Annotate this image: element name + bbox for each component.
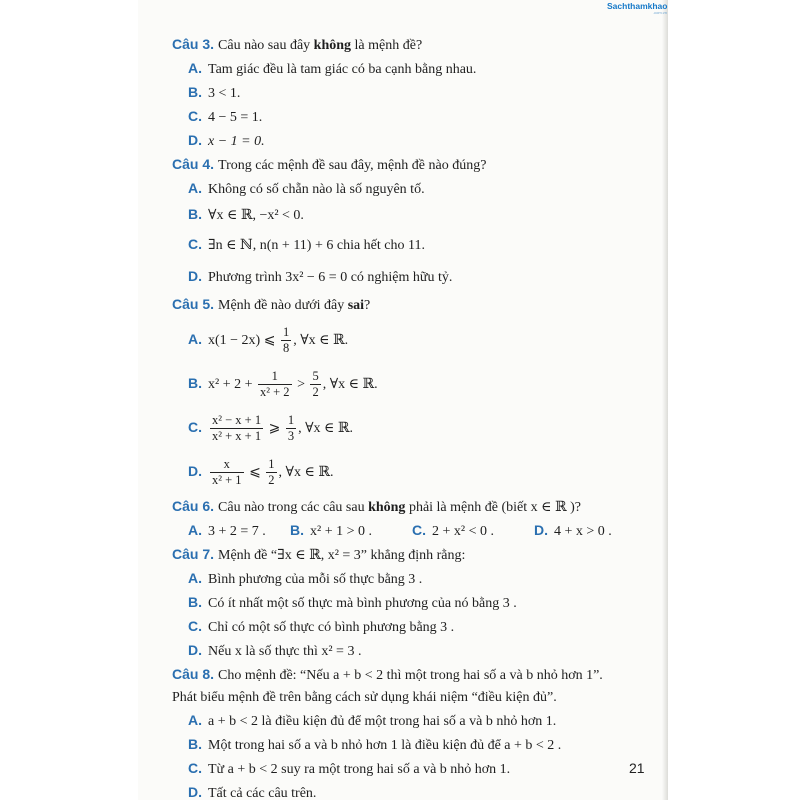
option-letter: C. bbox=[188, 236, 202, 252]
option-letter: C. bbox=[188, 760, 202, 776]
option-text: ∃n ∈ ℕ, n(n + 11) + 6 chia hết cho 11. bbox=[208, 238, 425, 253]
option-d bbox=[172, 639, 657, 663]
option-letter: B. bbox=[290, 522, 304, 538]
option-text: Nếu x là số thực thì x² = 3 . bbox=[208, 644, 362, 659]
option-letter: B. bbox=[188, 206, 202, 222]
option-letter: A. bbox=[188, 331, 202, 347]
option-text: 4 + x > 0 . bbox=[554, 524, 612, 539]
option-text: Có ít nhất một số thực mà bình phương của nó bằng 3 . bbox=[208, 596, 517, 611]
brand-name: Sachthamkhao bbox=[607, 1, 668, 11]
question-text: Trong các mệnh đề sau đây, mệnh đề nào đúng? bbox=[218, 158, 487, 173]
option-a bbox=[172, 57, 657, 81]
question-8-line-2: Phát biểu mệnh đề trên bằng cách sử dụng khái niệm “điều kiện đủ”. bbox=[172, 690, 557, 705]
question-8 bbox=[172, 663, 657, 687]
option-a bbox=[172, 321, 657, 359]
page-number: 21 bbox=[629, 760, 645, 776]
question-7 bbox=[172, 543, 657, 567]
fraction: $\frac{1}{3}$ bbox=[287, 413, 295, 444]
expr-text: , ∀x ∈ ℝ. bbox=[278, 465, 334, 480]
question-emphasis: không bbox=[313, 38, 352, 53]
option-letter: A. bbox=[188, 712, 202, 728]
question-text-tail: ? bbox=[364, 298, 371, 313]
option-text: Một trong hai số a và b nhỏ hơn 1 là điều kiện đủ để a + b < 2 . bbox=[208, 738, 562, 753]
option-a bbox=[172, 177, 657, 201]
option-text: x² + 1 > 0 . bbox=[310, 524, 372, 539]
brand-domain: .com.vn bbox=[652, 10, 667, 15]
question-4 bbox=[172, 153, 657, 177]
question-emphasis: không bbox=[368, 500, 406, 515]
option-letter: B. bbox=[188, 736, 202, 752]
question-text: Mệnh đề nào dưới đây bbox=[218, 298, 348, 313]
option-text: a + b < 2 là điều kiện đủ để một trong hai số a và b nhỏ hơn 1. bbox=[208, 714, 557, 729]
option-b bbox=[172, 733, 657, 757]
question-list bbox=[172, 33, 657, 805]
expr-text: ⩽ bbox=[245, 465, 265, 480]
option-c bbox=[412, 519, 534, 543]
option-a bbox=[172, 567, 657, 591]
option-c bbox=[172, 757, 657, 781]
question-text-tail: là mệnh đề? bbox=[351, 38, 423, 53]
option-a bbox=[172, 709, 657, 733]
fraction: $\frac{1}{2}$ bbox=[268, 457, 275, 488]
option-letter: B. bbox=[188, 84, 202, 100]
option-text: Không có số chẵn nào là số nguyên tố. bbox=[208, 182, 425, 197]
option-b bbox=[172, 365, 657, 403]
option-text: x − 1 = 0. bbox=[208, 134, 265, 149]
expr-text: , ∀x ∈ ℝ. bbox=[293, 333, 349, 348]
fraction: $\frac{1}{8}$ bbox=[282, 325, 290, 356]
question-label: Câu 8. bbox=[172, 666, 215, 682]
option-letter: A. bbox=[188, 180, 202, 196]
option-text: Tam giác đều là tam giác có ba cạnh bằng nhau. bbox=[208, 62, 477, 77]
option-letter: C. bbox=[412, 522, 426, 538]
fraction: $\frac{x}{\text{x² + 1}}$ bbox=[212, 457, 242, 488]
option-c bbox=[172, 229, 657, 261]
option-d bbox=[534, 519, 646, 543]
brand-logo bbox=[607, 2, 667, 15]
option-b bbox=[172, 201, 657, 229]
option-c bbox=[172, 615, 657, 639]
option-text: 3 < 1. bbox=[208, 86, 241, 101]
page-edge-shadow bbox=[662, 0, 668, 800]
option-d bbox=[172, 781, 657, 805]
option-letter: D. bbox=[188, 463, 202, 479]
option-letter: A. bbox=[188, 60, 202, 76]
option-letter: C. bbox=[188, 419, 202, 435]
expr-text: , ∀x ∈ ℝ. bbox=[322, 377, 378, 392]
option-d bbox=[172, 261, 657, 293]
option-letter: B. bbox=[188, 594, 202, 610]
expr-text: , ∀x ∈ ℝ. bbox=[298, 421, 354, 436]
option-text: 2 + x² < 0 . bbox=[432, 524, 494, 539]
option-text: 3 + 2 = 7 . bbox=[208, 524, 266, 539]
option-letter: A. bbox=[188, 570, 202, 586]
question-label: Câu 3. bbox=[172, 36, 215, 52]
question-text: Cho mệnh đề: “Nếu a + b < 2 thì một trong hai số a và b nhỏ hơn 1”. bbox=[218, 668, 603, 683]
option-letter: D. bbox=[188, 784, 202, 800]
option-letter: C. bbox=[188, 108, 202, 124]
question-label: Câu 7. bbox=[172, 546, 215, 562]
fraction: $\frac{\text{x² − x + 1}}{\text{x² + x + 1}}$ bbox=[212, 413, 262, 444]
option-letter: C. bbox=[188, 618, 202, 634]
option-text: 4 − 5 = 1. bbox=[208, 110, 263, 125]
option-text: Bình phương của mỗi số thực bằng 3 . bbox=[208, 572, 423, 587]
option-b bbox=[290, 519, 412, 543]
fraction: $\frac{5}{2}$ bbox=[312, 369, 319, 400]
option-letter: B. bbox=[188, 375, 202, 391]
question-text: Câu nào sau đây bbox=[218, 38, 314, 53]
question-3 bbox=[172, 33, 657, 57]
question-text: Câu nào trong các câu sau bbox=[218, 500, 369, 515]
question-5 bbox=[172, 293, 657, 317]
question-label: Câu 6. bbox=[172, 498, 215, 514]
option-letter: D. bbox=[188, 642, 202, 658]
option-d bbox=[172, 129, 657, 153]
option-text: ∀x ∈ ℝ, −x² < 0. bbox=[208, 208, 304, 223]
option-text: Chỉ có một số thực có bình phương bằng 3 . bbox=[208, 620, 455, 635]
option-letter: D. bbox=[188, 132, 202, 148]
question-text-tail: phải là mệnh đề (biết x ∈ ℝ )? bbox=[405, 500, 581, 515]
option-d bbox=[172, 453, 657, 491]
option-text: Từ a + b < 2 suy ra một trong hai số a và b nhỏ hơn 1. bbox=[208, 762, 511, 777]
option-letter: A. bbox=[188, 522, 202, 538]
question-text: Mệnh đề “∃x ∈ ℝ, x² = 3” khẳng định rằng: bbox=[218, 548, 466, 563]
option-row bbox=[172, 519, 657, 543]
option-b bbox=[172, 81, 657, 105]
expr-text: > bbox=[293, 377, 309, 392]
option-letter: D. bbox=[534, 522, 548, 538]
option-b bbox=[172, 591, 657, 615]
expr-text: x² + 2 + bbox=[208, 377, 256, 392]
option-a bbox=[188, 519, 290, 543]
option-letter: D. bbox=[188, 268, 202, 284]
question-label: Câu 4. bbox=[172, 156, 215, 172]
option-c bbox=[172, 105, 657, 129]
question-6 bbox=[172, 495, 657, 519]
fraction: $\frac{1}{\text{x² + 2}}$ bbox=[260, 369, 290, 400]
option-c bbox=[172, 409, 657, 447]
expr-text: ⩾ bbox=[265, 421, 284, 436]
option-text: Tất cả các câu trên. bbox=[208, 786, 317, 801]
expr-text: x(1 − 2x) ⩽ bbox=[208, 333, 279, 348]
question-emphasis: sai bbox=[347, 298, 365, 313]
question-label: Câu 5. bbox=[172, 296, 215, 312]
option-text: Phương trình 3x² − 6 = 0 có nghiệm hữu tỷ. bbox=[208, 270, 453, 285]
